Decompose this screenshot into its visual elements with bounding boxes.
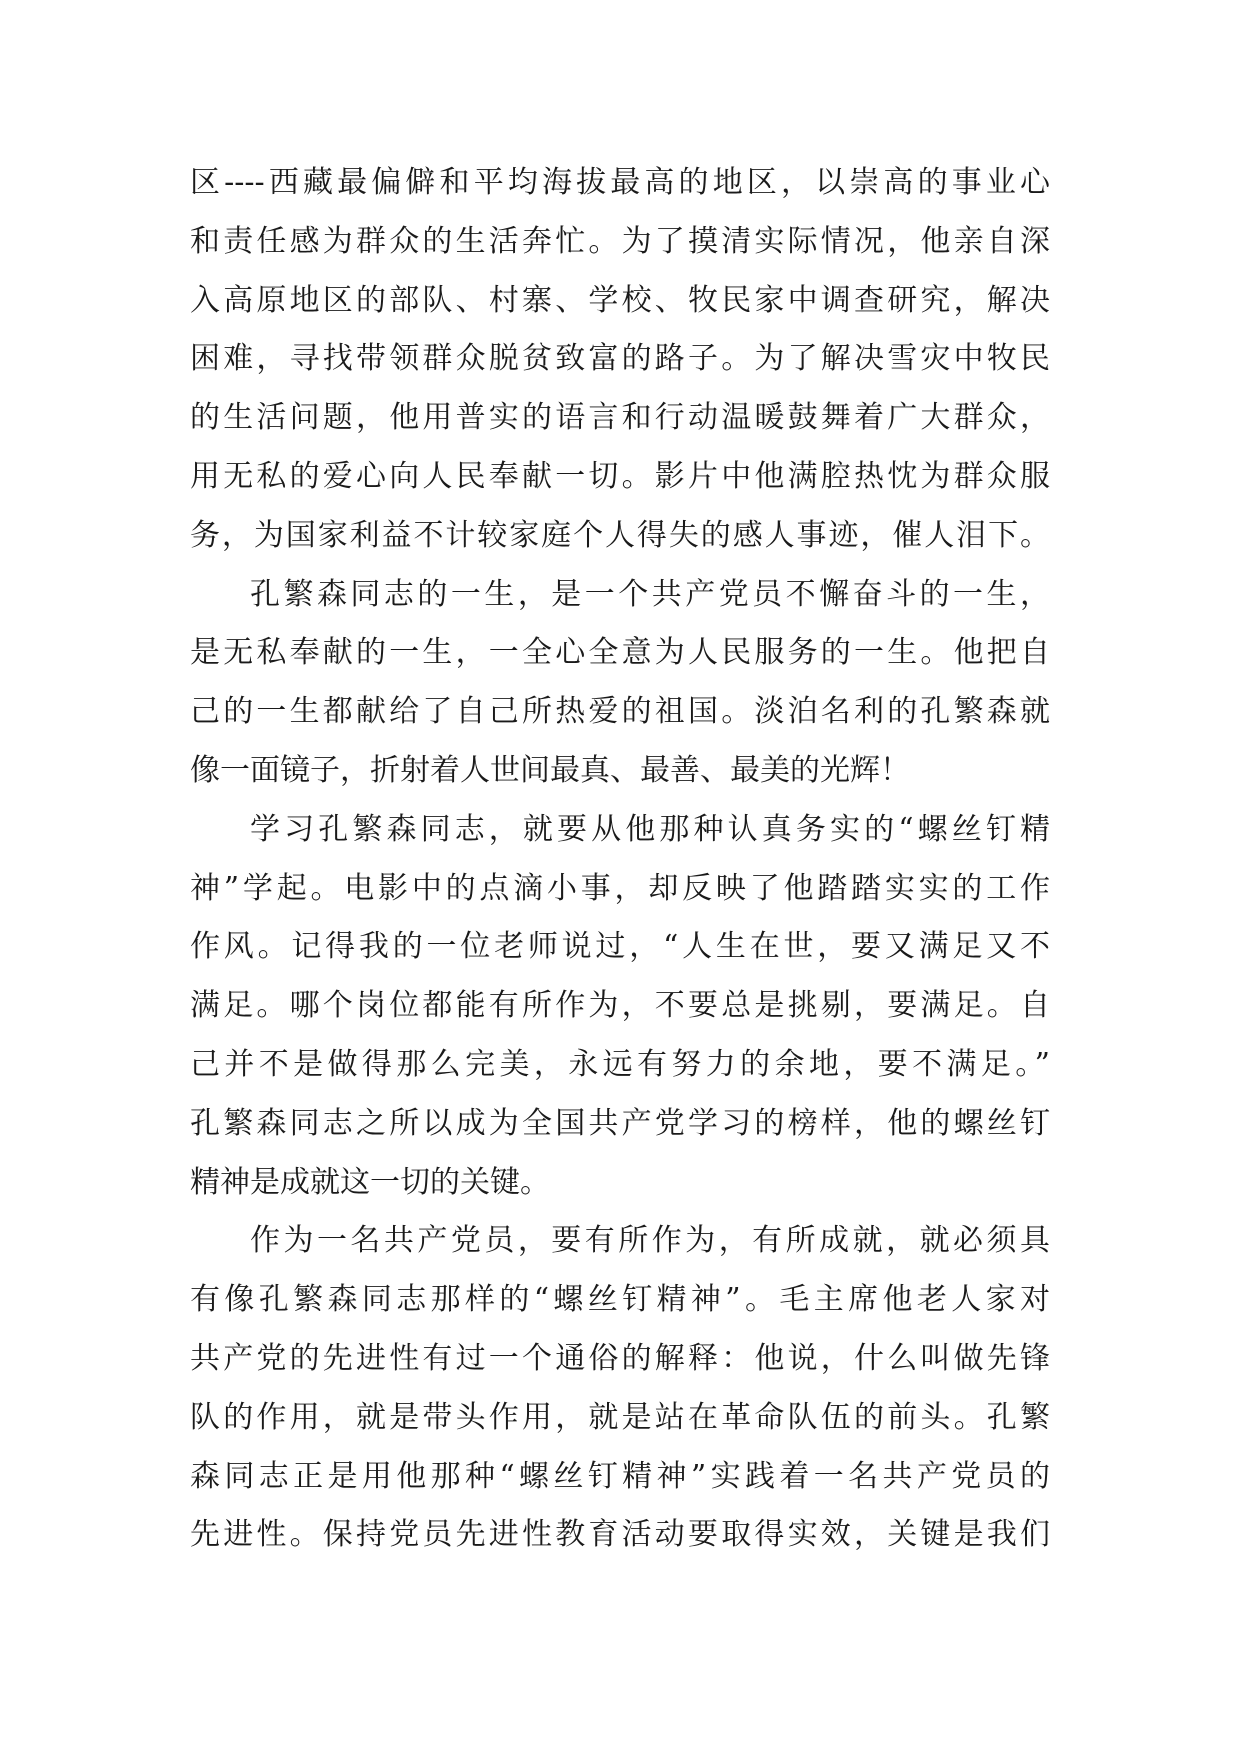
paragraph-first-line: 孔繁森同志的一生，是一个共产党员不懈奋斗的一生，: [250, 576, 1050, 612]
paragraph-first-line: 作为一名共产党员，要有所作为，有所成就，就必须具: [250, 1223, 1050, 1259]
text-line: 神”学起。电影中的点滴小事，却反映了他踏踏实实的工作: [190, 870, 1050, 906]
text-line: 困难，寻找带领群众脱贫致富的路子。为了解决雪灾中牧民: [190, 341, 1050, 377]
body-text: [190, 154, 1050, 1565]
text-line: 是无私奉献的一生，一全心全意为人民服务的一生。他把自: [190, 635, 1050, 671]
text-line: 队的作用，就是带头作用，就是站在革命队伍的前头。孔繁: [190, 1399, 1050, 1435]
text-line: 先进性。保持党员先进性教育活动要取得实效，关键是我们: [190, 1517, 1050, 1553]
text-line: 务，为国家利益不计较家庭个人得失的感人事迹，催人泪下。: [190, 517, 1050, 553]
text-line: 共产党的先进性有过一个通俗的解释：他说，什么叫做先锋: [190, 1340, 1050, 1376]
paragraph-last-line: 像一面镜子，折射着人世间最真、最善、最美的光辉！: [190, 752, 910, 788]
text-line: 区----西藏最偏僻和平均海拔最高的地区，以崇高的事业心: [190, 165, 1050, 200]
text-line: 入高原地区的部队、村寨、学校、牧民家中调查研究，解决: [190, 282, 1050, 318]
text-line: 森同志正是用他那种“螺丝钉精神”实践着一名共产党员的: [190, 1458, 1050, 1494]
text-line: 孔繁森同志之所以成为全国共产党学习的榜样，他的螺丝钉: [190, 1105, 1050, 1141]
text-line: 己的一生都献给了自己所热爱的祖国。淡泊名利的孔繁森就: [190, 694, 1050, 730]
paragraph-first-line: 学习孔繁森同志，就要从他那种认真务实的“螺丝钉精: [250, 811, 1050, 847]
text-line: 己并不是做得那么完美，永远有努力的余地，要不满足。”: [190, 1046, 1050, 1082]
paragraph-last-line: 精神是成就这一切的关键。: [190, 1164, 550, 1200]
text-line: 作风。记得我的一位老师说过，“人生在世，要又满足又不: [190, 929, 1050, 965]
text-line: 用无私的爱心向人民奉献一切。影片中他满腔热忱为群众服: [190, 458, 1050, 494]
text-line: 的生活问题，他用普实的语言和行动温暖鼓舞着广大群众，: [190, 400, 1050, 436]
text-line: 有像孔繁森同志那样的“螺丝钉精神”。毛主席他老人家对: [190, 1282, 1050, 1318]
text-line: 和责任感为群众的生活奔忙。为了摸清实际情况，他亲自深: [190, 223, 1050, 259]
text-line: 满足。哪个岗位都能有所作为，不要总是挑剔，要满足。自: [190, 988, 1050, 1024]
